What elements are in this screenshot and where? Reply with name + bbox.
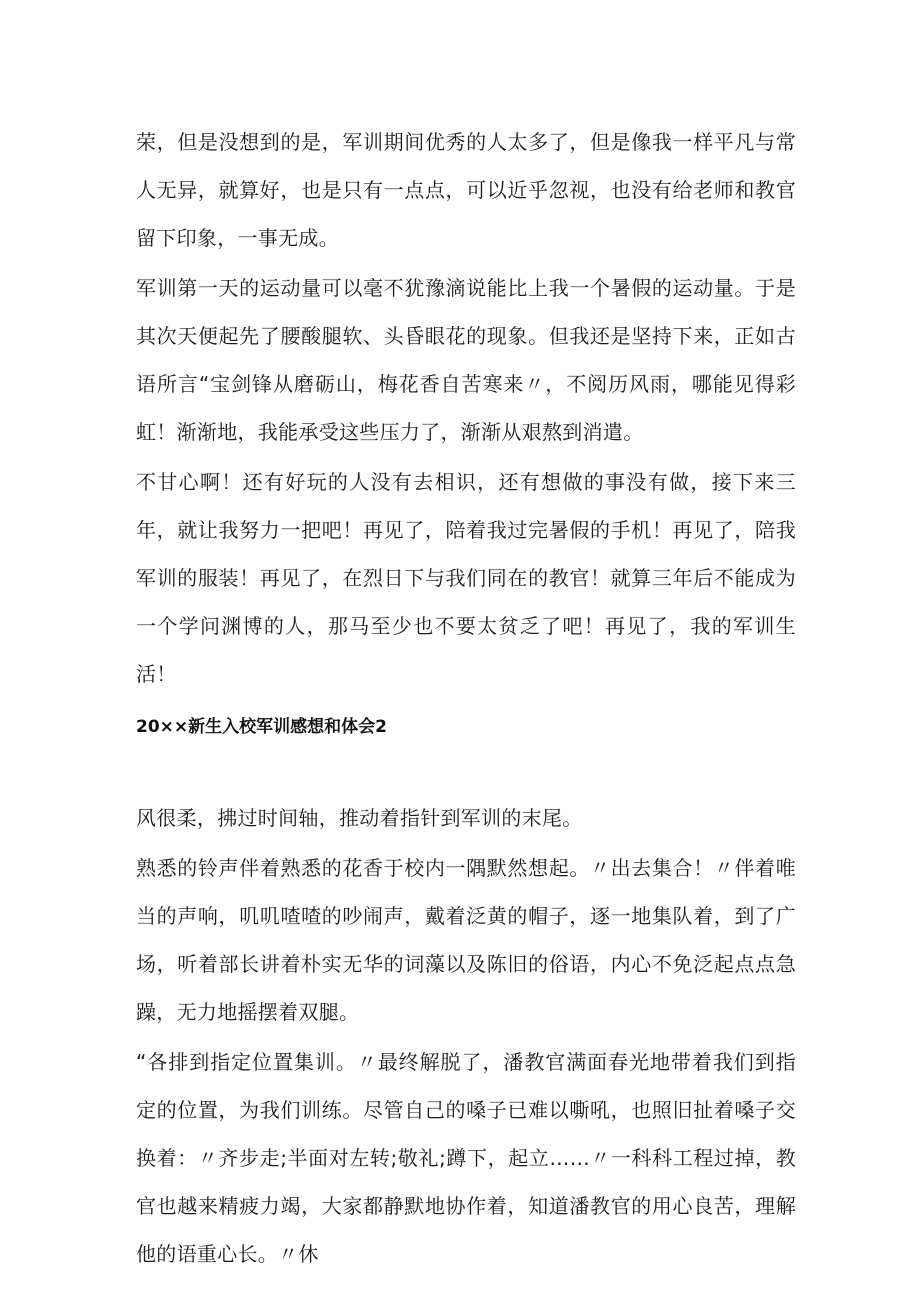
paragraph-3: 不甘心啊！还有好玩的人没有去相识，还有想做的事没有做，接下来三年，就让我努力一把吧！再见了，陪着我过完暑假的手机！再见了，陪我军训的服装！再见了，在烈日下与我们同在的教官！就算三年后不能成为一个学问渊博的人，那马至少也不要太贫乏了吧！再见了，我的军训生活！ (136, 470, 796, 686)
paragraph-4: 风很柔，拂过时间轴，推动着指针到军训的末尾。 (136, 806, 583, 830)
paragraph-5: 熟悉的铃声伴着熟悉的花香于校内一隅默然想起。〃出去集合！〃伴着唯当的声响，叽叽喳喳的吵闹声，戴着泛黄的帽子，逐一地集队着，到了广场，听着部长讲着朴实无华的词藻以及陈旧的俗语，内心不免泛起点点急躁，无力地摇摆着双腿。 (136, 856, 796, 1024)
section-heading: 20××新生入校军训感想和体会2 (136, 717, 387, 737)
document-body (136, 118, 796, 1280)
paragraph-6: “各排到指定位置集训。〃最终解脱了，潘教官满面春光地带着我们到指定的位置，为我们训练。尽管自己的嗓子已难以嘶吼，也照旧扯着嗓子交换着：〃齐步走;半面对左转;敬礼;蹲下，起立……〃一科科工程过掉，教官也越来精疲力竭，大家都静默地协作着，知道潘教官的用心良苦，理解他的语重心长。〃休 (136, 1050, 796, 1266)
paragraph-1: 荣，但是没想到的是，军训期间优秀的人太多了，但是像我一样平凡与常人无异，就算好，也是只有一点点，可以近乎忽视，也没有给老师和教官留下印象，一事无成。 (136, 130, 796, 250)
paragraph-2: 军训第一天的运动量可以毫不犹豫滴说能比上我一个暑假的运动量。于是其次天便起先了腰酸腿软、头昏眼花的现象。但我还是坚持下来，正如古语所言“宝剑锋从磨砺山，梅花香自苦寒来〃，不阅历风雨，哪能见得彩虹！渐渐地，我能承受这些压力了，渐渐从艰熬到消遣。 (136, 276, 796, 444)
